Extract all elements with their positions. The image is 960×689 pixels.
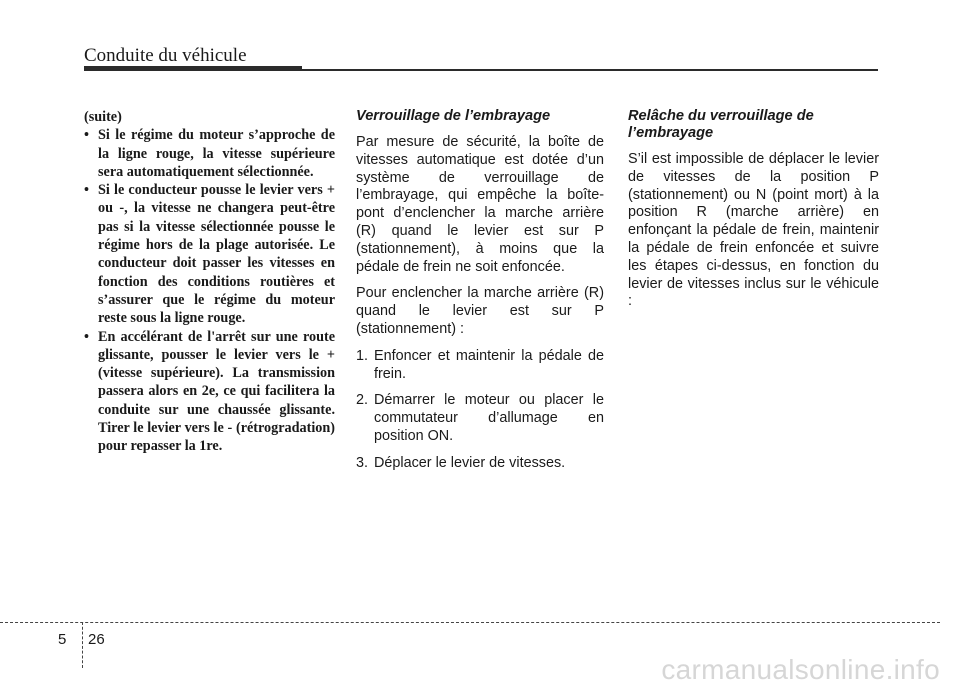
bullet-item: • Si le régime du moteur s’approche de la ligne rouge, la vitesse supérieure sera automatiquement sélectionnée.	[84, 126, 335, 181]
page-section-number: 5	[58, 631, 67, 648]
footer-dotted-rule	[0, 622, 940, 623]
left-column	[84, 108, 335, 456]
paragraph: S’il est impossible de déplacer le levier de vitesses de la position P (stationnement) ou N (point mort) à la position R (marche arrière) en enfonçant la pédale de frein, maintenir la pédale de frein enfoncée et suivre les étapes ci-dessus, en fonction du levier de vitesses inclus sur le véhicule :	[628, 151, 879, 310]
paragraph: Pour enclencher la marche arrière (R) quand le levier est sur P (stationnement) :	[356, 285, 604, 337]
right-column	[628, 108, 879, 320]
page-number: 26	[88, 631, 105, 648]
step-text: Démarrer le moteur ou placer le commutateur d’allumage en position ON.	[374, 392, 604, 444]
step-number: 1.	[356, 347, 369, 364]
section-heading: Relâche du verrouillage de l’embrayage	[628, 108, 814, 141]
step-text: Déplacer le levier de vitesses.	[374, 454, 566, 471]
bullet-item: • Si le conducteur pousse le levier vers + ou -, la vitesse ne changera peut-être pas si la vitesse sélectionnée pousse le régime hors de la plage autorisée. Le conducteur doit passer les vitesses en fonction des conditions routières et s’assurer que le régime du moteur reste sous la ligne rouge.	[84, 181, 335, 327]
header-rule-thin	[302, 69, 878, 71]
step-item	[356, 348, 604, 384]
middle-column	[356, 108, 604, 482]
step-item	[356, 392, 604, 445]
bullet-list	[84, 126, 335, 455]
footer-dotted-divider	[82, 622, 83, 668]
step-item	[356, 455, 604, 473]
paragraph: Par mesure de sécurité, la boîte de vitesses automatique est dotée d’un système de verrouillage de l’embrayage, qui empêche la boîte-pont d’enclencher la marche arrière (R) quand le levier est sur P (stationnement), à moins que la pédale de frein ne soit enfoncée.	[356, 134, 604, 275]
step-number: 2.	[356, 392, 369, 409]
step-number: 3.	[356, 454, 369, 471]
watermark-text: carmanualsonline.info	[661, 654, 940, 685]
header-rule-thick	[84, 66, 302, 71]
page-header-title: Conduite du véhicule	[84, 45, 247, 66]
section-heading: Verrouillage de l’embrayage	[356, 108, 551, 124]
suite-label: (suite)	[84, 109, 122, 125]
step-text: Enfoncer et maintenir la pédale de frein.	[374, 347, 604, 382]
step-list	[356, 348, 604, 473]
bullet-item: • En accélérant de l'arrêt sur une route glissante, pousser le levier vers le + (vitesse supérieure). La transmission passera alors en 2e, ce qui facilitera la conduite sur une chaussée glissante. Tirer le levier vers le - (rétrogradation) pour repasser la 1re.	[84, 328, 335, 456]
